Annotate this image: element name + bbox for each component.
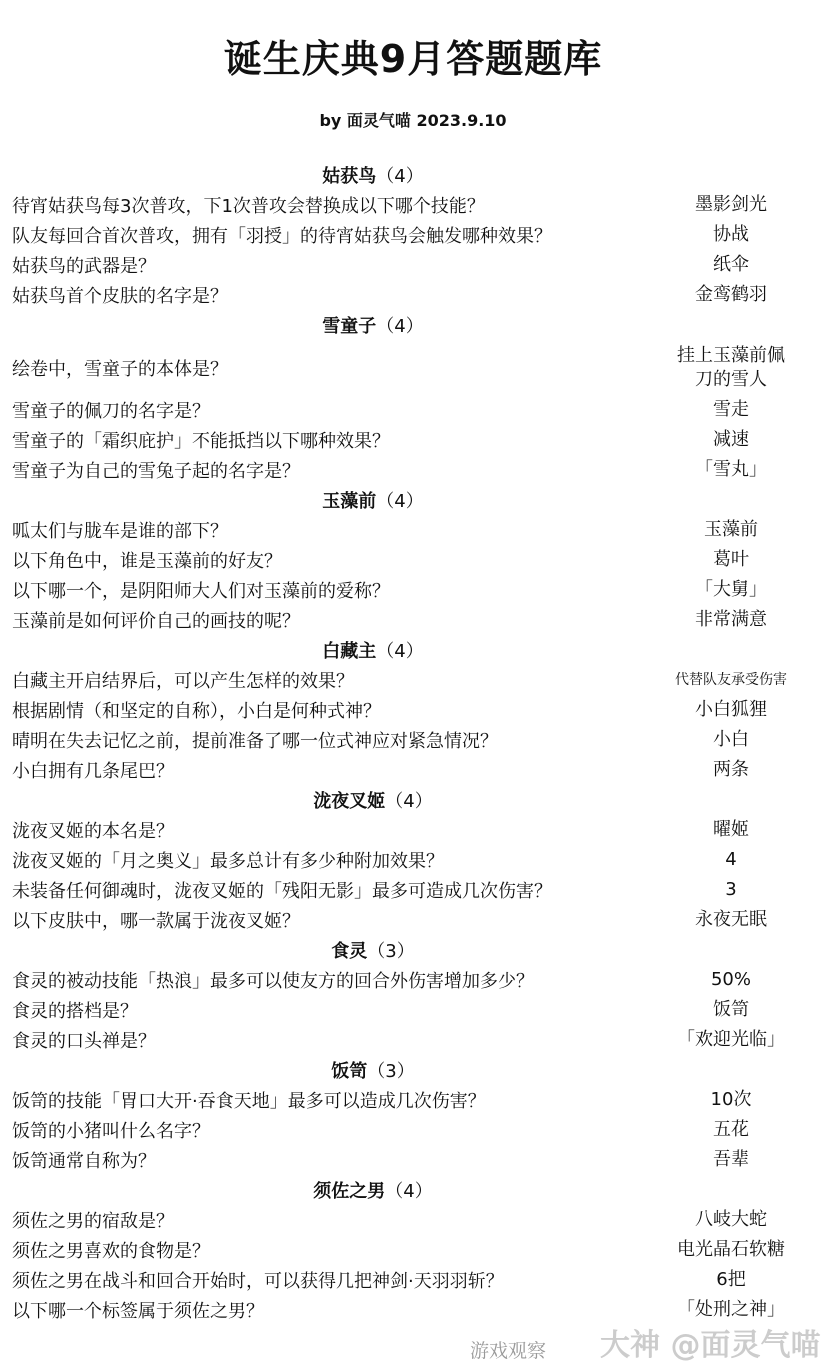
question-row: [0, 575, 826, 605]
section-name: 泷夜叉姬: [313, 791, 386, 812]
question-text: 饭笥的小猪叫什么名字？: [12, 1121, 210, 1142]
section-count: （4）: [376, 166, 424, 187]
question-text: 晴明在失去记忆之前，提前准备了哪一位式神应对紧急情况？: [12, 731, 498, 752]
answer-text: 代替队友承受伤害: [675, 672, 787, 688]
question-row: [0, 875, 826, 905]
section-count: （4）: [376, 641, 424, 662]
question-row: [0, 340, 826, 395]
answer-text: 6把: [716, 1269, 746, 1290]
question-row: [0, 1205, 826, 1235]
section-name: 白藏主: [322, 641, 377, 662]
question-text: 玉藻前是如何评价自己的画技的呢？: [12, 611, 300, 632]
question-text: 饭笥的技能「胃口大开·吞食天地」最多可以造成几次伤害？: [12, 1091, 486, 1112]
answer-text: 金鸾鹤羽: [695, 284, 767, 305]
section-header: [0, 310, 826, 340]
question-row: [0, 1145, 826, 1175]
answer-text: 墨影剑光: [695, 194, 767, 215]
answer-text: 协战: [713, 224, 749, 245]
answer-text: 10次: [710, 1089, 752, 1110]
question-row: [0, 965, 826, 995]
question-text: 食灵的被动技能「热浪」最多可以使友方的回合外伤害增加多少？: [12, 971, 534, 992]
answer-text: 电光晶石软糖: [677, 1239, 785, 1260]
question-row: [0, 1295, 826, 1325]
section-name: 食灵: [331, 941, 368, 962]
section-count: （4）: [376, 491, 424, 512]
section-header: [0, 485, 826, 515]
section-count: （3）: [367, 941, 415, 962]
author-date: by 面灵气喵 2023.9.10: [319, 111, 507, 130]
question-text: 姑获鸟首个皮肤的名字是？: [12, 286, 228, 307]
question-text: 姑获鸟的武器是？: [12, 256, 156, 277]
answer-text: 雪走: [713, 399, 749, 420]
question-list: [0, 160, 826, 1325]
answer-text: 玉藻前: [704, 519, 758, 540]
question-row: [0, 190, 826, 220]
page-title: 诞生庆典9月答题题库: [223, 37, 603, 81]
answer-text: 「欢迎光临」: [677, 1029, 785, 1050]
question-text: 待宵姑获鸟每3次普攻，下1次普攻会替换成以下哪个技能？: [12, 196, 485, 217]
question-row: [0, 545, 826, 575]
answer-text: 挂上玉藻前佩刀的雪人: [677, 344, 785, 390]
answer-text: 3: [725, 879, 737, 900]
question-row: [0, 515, 826, 545]
answer-text: 吾辈: [713, 1149, 749, 1170]
answer-text: 饭笥: [713, 999, 749, 1020]
question-text: 雪童子的「霜织庇护」不能抵挡以下哪种效果？: [12, 431, 390, 452]
section-count: （3）: [367, 1061, 415, 1082]
question-row: [0, 455, 826, 485]
question-text: 队友每回合首次普攻，拥有「羽授」的待宵姑获鸟会触发哪种效果？: [12, 226, 552, 247]
question-text: 须佐之男的宿敌是？: [12, 1211, 174, 1232]
section-name: 雪童子: [322, 316, 377, 337]
question-row: [0, 665, 826, 695]
question-row: [0, 755, 826, 785]
answer-text: 减速: [713, 429, 749, 450]
question-row: [0, 425, 826, 455]
question-row: [0, 1085, 826, 1115]
answer-text: 非常满意: [695, 609, 767, 630]
question-text: 泷夜叉姬的本名是？: [12, 821, 174, 842]
question-row: [0, 1025, 826, 1055]
section-name: 玉藻前: [322, 491, 377, 512]
question-row: [0, 1115, 826, 1145]
section-header: [0, 635, 826, 665]
section-header: [0, 1175, 826, 1205]
question-text: 绘卷中，雪童子的本体是？: [12, 358, 228, 380]
question-row: [0, 845, 826, 875]
answer-text: 曜姬: [713, 819, 749, 840]
question-text: 白藏主开启结界后，可以产生怎样的效果？: [12, 671, 354, 692]
section-header: [0, 160, 826, 190]
question-row: [0, 280, 826, 310]
question-row: [0, 815, 826, 845]
question-row: [0, 220, 826, 250]
question-text: 小白拥有几条尾巴？: [12, 761, 174, 782]
watermark-author: 大神 @面灵气喵: [600, 1328, 821, 1363]
section-name: 姑获鸟: [322, 166, 377, 187]
answer-text: 八岐大蛇: [695, 1209, 767, 1230]
question-text: 食灵的搭档是？: [12, 1001, 138, 1022]
question-row: [0, 395, 826, 425]
question-row: [0, 905, 826, 935]
section-name: 须佐之男: [313, 1181, 386, 1202]
question-row: [0, 695, 826, 725]
question-text: 未装备任何御魂时，泷夜叉姬的「残阳无影」最多可造成几次伤害？: [12, 881, 552, 902]
question-text: 雪童子为自己的雪兔子起的名字是？: [12, 461, 300, 482]
answer-text: 两条: [713, 759, 749, 780]
answer-text: 「大舅」: [695, 579, 767, 600]
question-text: 食灵的口头禅是？: [12, 1031, 156, 1052]
question-row: [0, 250, 826, 280]
question-row: [0, 1235, 826, 1265]
answer-text: 4: [725, 849, 737, 870]
question-text: 饭笥通常自称为？: [12, 1151, 156, 1172]
answer-text: 小白: [713, 729, 749, 750]
question-row: [0, 725, 826, 755]
answer-text: 纸伞: [713, 254, 749, 275]
question-row: [0, 995, 826, 1025]
question-text: 根据剧情（和坚定的自称），小白是何种式神？: [12, 701, 381, 722]
answer-text: 小白狐狸: [695, 699, 767, 720]
section-count: （4）: [376, 316, 424, 337]
answer-text: 永夜无眠: [695, 909, 767, 930]
question-row: [0, 605, 826, 635]
answer-text: 五花: [713, 1119, 749, 1140]
section-count: （4）: [385, 791, 433, 812]
question-text: 雪童子的佩刀的名字是？: [12, 401, 210, 422]
section-header: [0, 785, 826, 815]
section-count: （4）: [385, 1181, 433, 1202]
watermark-site: 游戏观察: [470, 1340, 547, 1362]
answer-text: 葛叶: [713, 549, 749, 570]
question-text: 以下哪一个标签属于须佐之男？: [12, 1301, 264, 1322]
question-text: 以下皮肤中，哪一款属于泷夜叉姬？: [12, 911, 300, 932]
question-text: 须佐之男在战斗和回合开始时，可以获得几把神剑·天羽羽斩？: [12, 1271, 504, 1292]
question-text: 须佐之男喜欢的食物是？: [12, 1241, 210, 1262]
question-text: 以下角色中，谁是玉藻前的好友？: [12, 551, 282, 572]
answer-text: 「雪丸」: [695, 459, 767, 480]
section-name: 饭笥: [331, 1061, 368, 1082]
question-text: 呱太们与胧车是谁的部下？: [12, 521, 228, 542]
question-text: 以下哪一个，是阴阳师大人们对玉藻前的爱称？: [12, 581, 390, 602]
question-row: [0, 1265, 826, 1295]
section-header: [0, 935, 826, 965]
section-header: [0, 1055, 826, 1085]
answer-text: 50%: [710, 969, 751, 990]
answer-text: 「处刑之神」: [677, 1299, 785, 1320]
question-text: 泷夜叉姬的「月之奥义」最多总计有多少种附加效果？: [12, 851, 444, 872]
